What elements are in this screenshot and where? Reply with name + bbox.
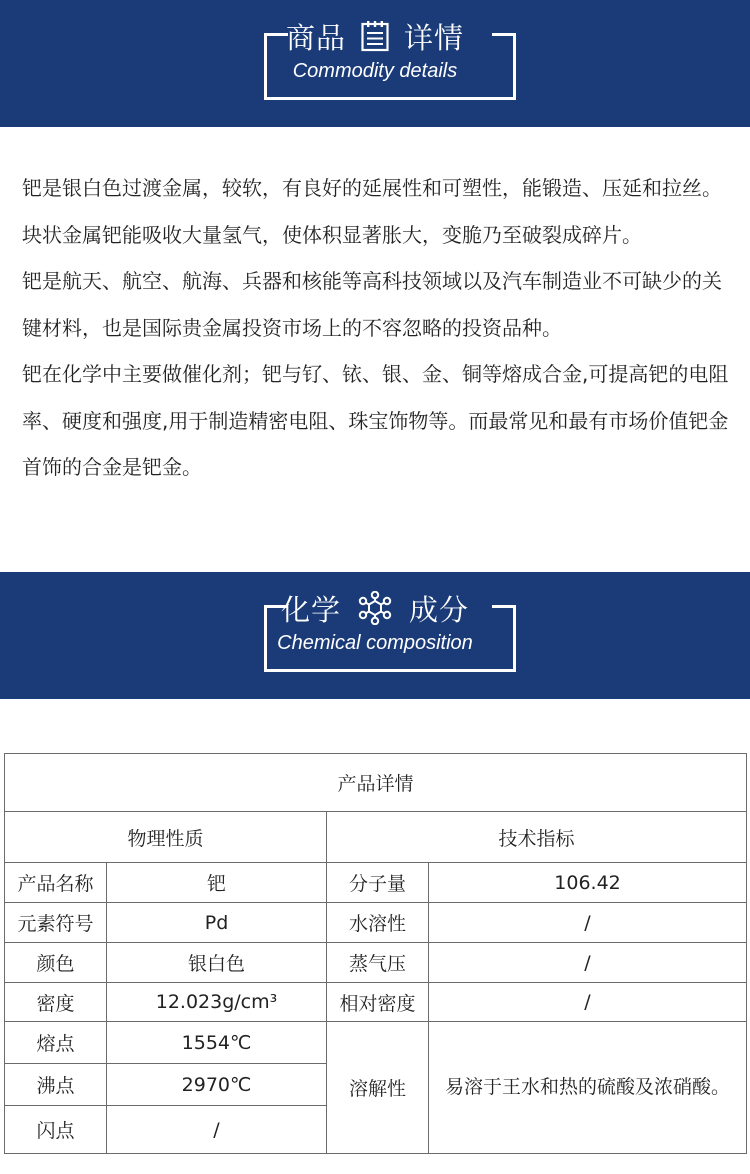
banner-title-right: 详情 <box>404 20 465 55</box>
property-label: 产品名称 <box>5 863 107 903</box>
table-title: 产品详情 <box>5 754 747 812</box>
indicator-value: 106.42 <box>429 863 747 903</box>
solubility-text: 易溶于王水和热的硫酸及浓硝酸。 <box>445 1076 731 1098</box>
property-value: / <box>107 1106 327 1154</box>
property-value: 银白色 <box>107 943 327 983</box>
property-label: 闪点 <box>5 1106 107 1154</box>
property-label: 沸点 <box>5 1064 107 1106</box>
banner-title-left: 商品 <box>285 20 346 55</box>
product-description <box>22 165 740 491</box>
table-row <box>5 1022 747 1064</box>
description-paragraph: 钯在化学中主要做催化剂；钯与钌、铱、银、金、铜等熔成合金,可提高钯的电阻率、硬度和强度,用于制造精密电阻、珠宝饰物等。而最常见和最有市场价值钯金首饰的合金是钯金。 <box>22 362 729 479</box>
property-value: 1554℃ <box>107 1022 327 1064</box>
indicator-value: / <box>429 943 747 983</box>
banner-title-left: 化学 <box>280 592 341 627</box>
product-spec-table <box>4 753 747 1154</box>
indicator-label: 水溶性 <box>327 903 429 943</box>
solubility-value <box>429 1022 747 1154</box>
description-paragraph: 钯是银白色过渡金属，较软，有良好的延展性和可塑性，能锻造、压延和拉丝。块状金属钯能吸收大量氢气，使体积显著胀大，变脆乃至破裂成碎片。 <box>22 176 722 247</box>
commodity-details-banner <box>0 0 750 127</box>
banner-subtitle-en: Chemical composition <box>277 632 473 654</box>
banner-title <box>0 588 750 628</box>
indicator-value: / <box>429 983 747 1022</box>
table-row <box>5 983 747 1022</box>
indicator-label: 蒸气压 <box>327 943 429 983</box>
indicator-label: 相对密度 <box>327 983 429 1022</box>
column-header-technical: 技术指标 <box>327 812 747 863</box>
banner-title <box>0 16 750 56</box>
chemical-composition-banner <box>0 572 750 699</box>
banner-subtitle-en: Commodity details <box>292 60 458 82</box>
property-value: 2970℃ <box>107 1064 327 1106</box>
property-label: 颜色 <box>5 943 107 983</box>
table-row <box>5 863 747 903</box>
property-value: 钯 <box>107 863 327 903</box>
molecule-icon <box>355 591 395 625</box>
clipboard-icon <box>360 20 390 52</box>
solubility-label: 溶解性 <box>327 1022 429 1154</box>
banner-title-right: 成分 <box>409 592 470 627</box>
property-value: Pd <box>107 903 327 943</box>
property-label: 元素符号 <box>5 903 107 943</box>
indicator-label: 分子量 <box>327 863 429 903</box>
property-label: 密度 <box>5 983 107 1022</box>
description-paragraph: 钯是航天、航空、航海、兵器和核能等高科技领域以及汽车制造业不可缺少的关键材料，也是国际贵金属投资市场上的不容忽略的投资品种。 <box>22 269 722 340</box>
column-header-physical: 物理性质 <box>5 812 327 863</box>
table-row <box>5 943 747 983</box>
property-value: 12.023g/cm³ <box>107 983 327 1022</box>
table-row <box>5 903 747 943</box>
indicator-value: / <box>429 903 747 943</box>
property-label: 熔点 <box>5 1022 107 1064</box>
